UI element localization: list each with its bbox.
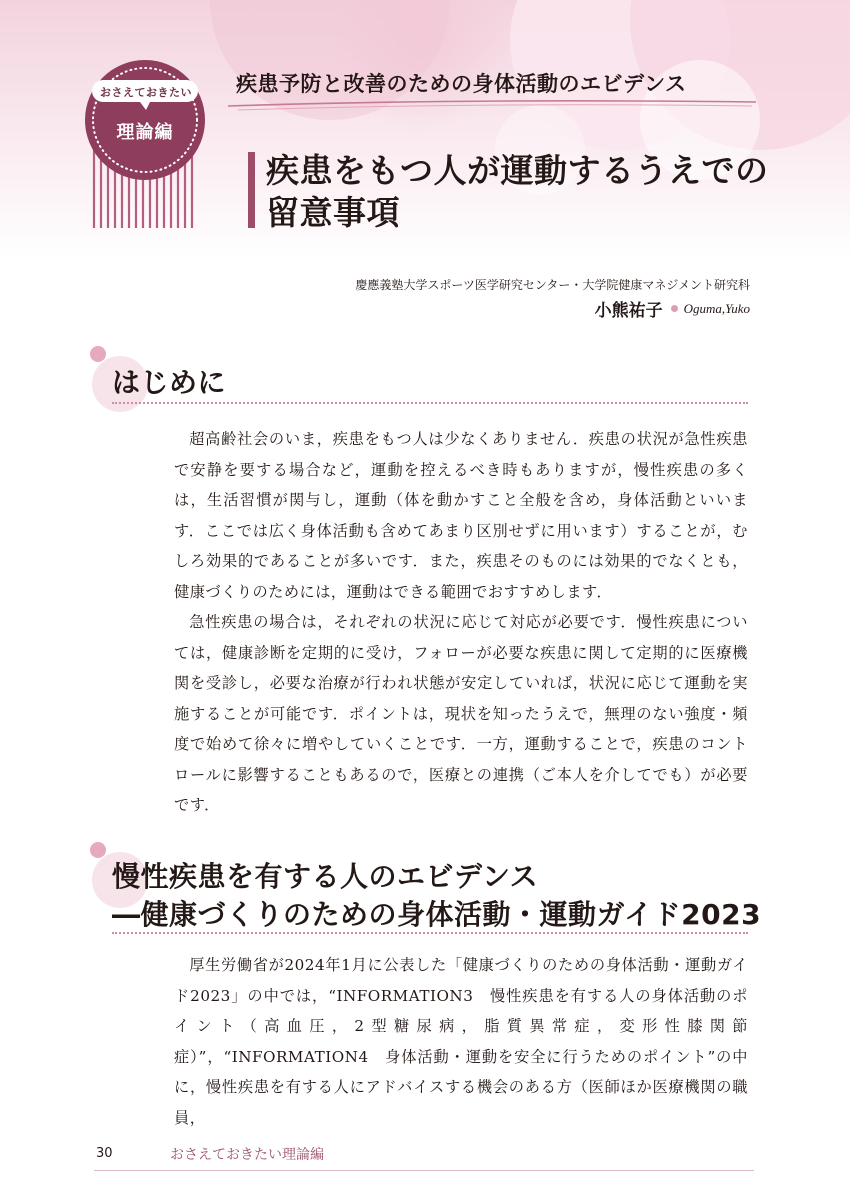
body-paragraph: 急性疾患の場合は，それぞれの状況に応じて対応が必要です．慢性疾患については，健康診断を定期的に受け，フォローが必要な疾患に関して定期的に医療機関を受診し，必要な治療が行われ状態が安定していれば，状況に応じて運動を実施することが可能です．ポイントは，現状を知ったうえで，無理のない強度・頻度で始めて徐々に増やしていくことです．一方，運動することで，疾患のコントロールに影響することもあるので，医療との連携（ご本人を介してでも）が必要です． bbox=[174, 613, 748, 814]
section-bullet-icon bbox=[90, 346, 106, 362]
footer-divider bbox=[94, 1170, 754, 1171]
author-romanized: Oguma,Yuko bbox=[683, 300, 750, 316]
badge-label-small: おさえておきたい bbox=[100, 86, 192, 99]
page-number: 30 bbox=[96, 1146, 113, 1161]
article-title-line-2: 留意事項 bbox=[266, 193, 400, 232]
bullet-dot-icon bbox=[671, 305, 678, 312]
badge-label-large: 理論編 bbox=[116, 122, 174, 143]
body-paragraph: 厚生労働省が2024年1月に公表した「健康づくりのための身体活動・運動ガイド2023」の中では，“INFORMATION3 慢性疾患を有する人の身体活動のポイント（高血圧，2型糖尿病，脂質異常症，変形性膝関節症）”，“INFORMATION4 身体活動・運動を安全に行うためのポイント”の中に，慢性疾患を有する人にアドバイスする機会のある方（医師ほか医療機関の職員， bbox=[174, 956, 748, 1127]
author-name: 小熊祐子 bbox=[594, 301, 663, 321]
section-heading-evidence bbox=[112, 858, 761, 934]
section-heading-line: ―健康づくりのための身体活動・運動ガイド2023 bbox=[112, 898, 762, 931]
article-title bbox=[266, 150, 769, 234]
footer-label: おさえておきたい理論編 bbox=[170, 1147, 324, 1163]
title-accent-bar bbox=[248, 152, 255, 228]
section-divider bbox=[112, 932, 748, 934]
section-divider bbox=[112, 402, 748, 404]
body-paragraph: 超高齢社会のいま，疾患をもつ人は少なくありません．疾患の状況が急性疾患で安静を要する場合など，運動を控えるべき時もありますが，慢性疾患の多くは，生活習慣が関与し，運動（体を動かすこと全般を含め，身体活動といいます．ここでは広く身体活動も含めてあまり区別せずに用います）することが，むしろ効果的であることが多いです．また，疾患そのものには効果的でなくとも，健康づくりのためには，運動はできる範囲でおすすめします． bbox=[174, 430, 748, 601]
section-heading-line: 慢性疾患を有する人のエビデンス bbox=[112, 860, 539, 893]
section-heading-line: はじめに bbox=[112, 366, 227, 399]
series-title: 疾患予防と改善のための身体活動のエビデンス bbox=[236, 72, 687, 96]
article-title-line-1: 疾患をもつ人が運動するうえでの bbox=[266, 151, 769, 190]
author-byline bbox=[595, 296, 750, 321]
series-title-underline bbox=[228, 96, 758, 116]
section-heading-intro bbox=[112, 364, 226, 402]
author-affiliation: 慶應義塾大学スポーツ医学研究センター・大学院健康マネジメント研究科 bbox=[355, 278, 750, 292]
section-bullet-icon bbox=[90, 842, 106, 858]
